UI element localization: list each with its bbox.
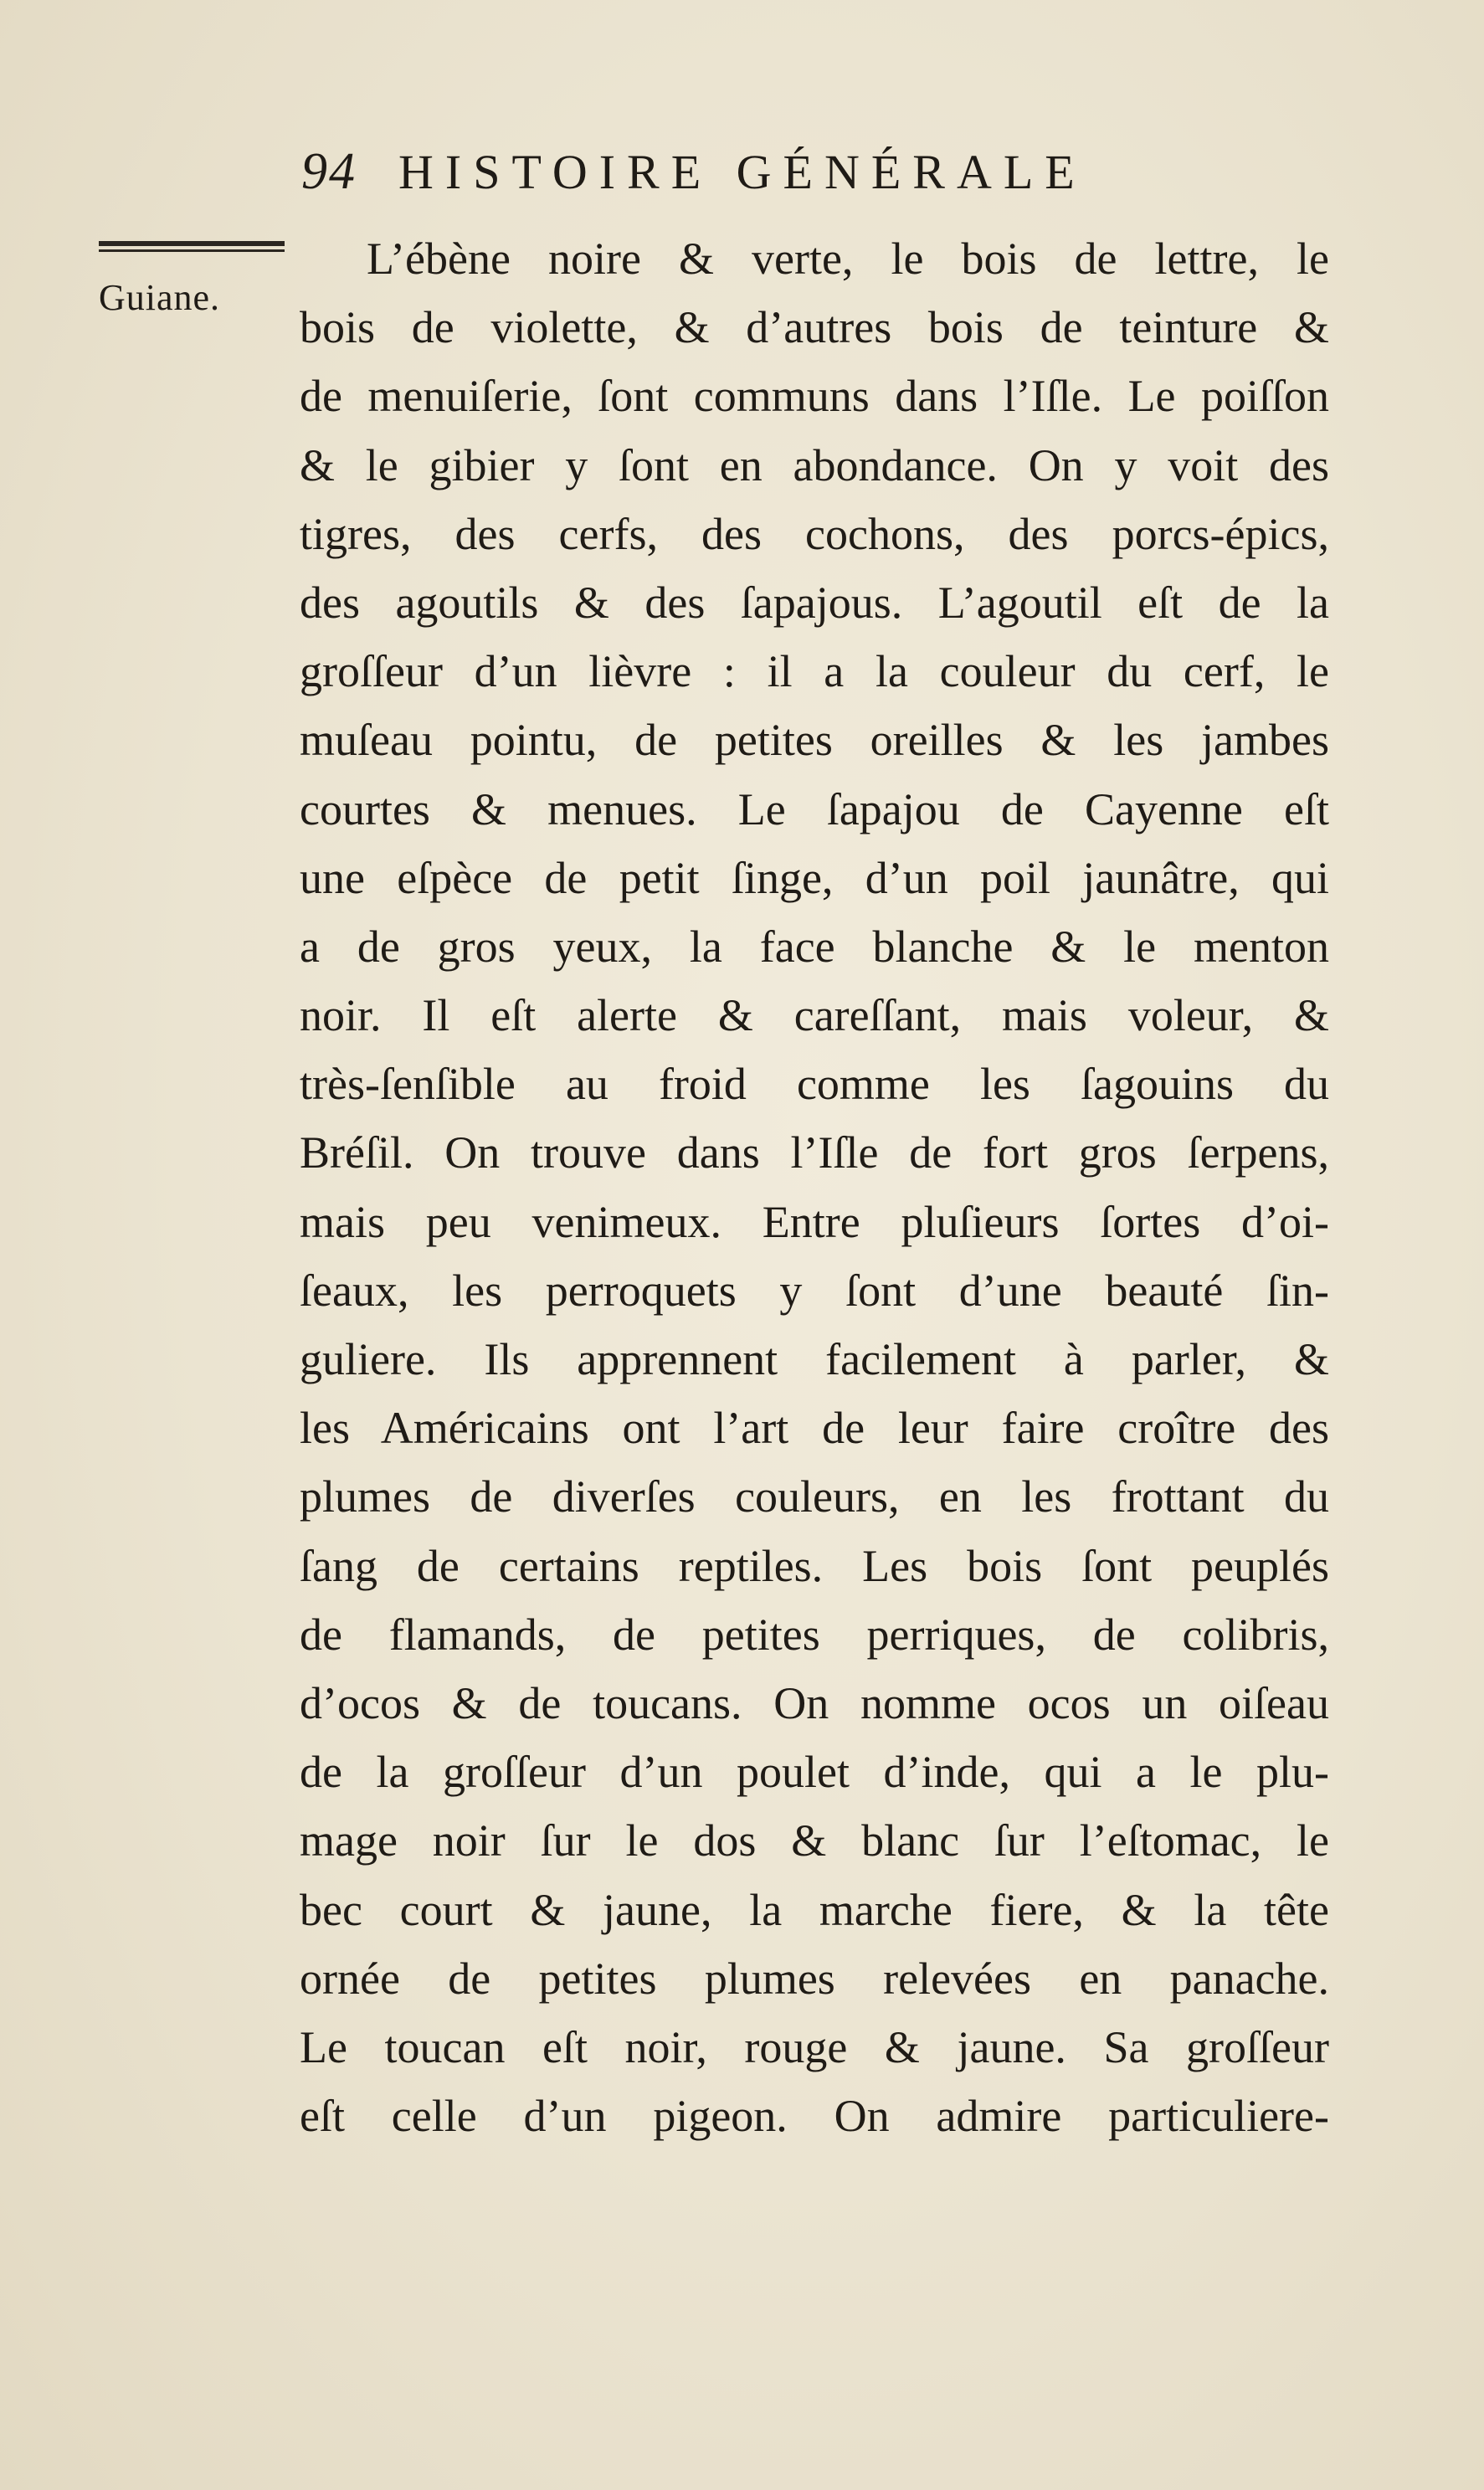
margin-rule (99, 241, 285, 253)
text-line: courtes & menues. Le ſapajou de Cayenne eſt (300, 783, 1329, 834)
text-line: ſang de certains reptiles. Les bois ſont peuplés (300, 1540, 1329, 1591)
margin-rule-thick (99, 241, 285, 246)
text-line: muſeau pointu, de petites oreilles & les jambes (300, 715, 1329, 766)
running-title: HISTOIRE GÉNÉRALE (398, 145, 1086, 199)
text-line: bois de violette, & d’autres bois de teinture & (300, 302, 1329, 353)
text-line: de menuiſerie, ſont communs dans l’Iſle. Le poiſſon (300, 371, 1329, 422)
margin-note: Guiane. (99, 277, 221, 318)
text-line: tigres, des cerfs, des cochons, des porcs-épics, (300, 508, 1329, 559)
text-line: groſſeur d’un lièvre : il a la couleur du cerf, le (300, 646, 1329, 697)
text-line: mais peu venimeux. Entre pluſieurs ſortes d’oi- (300, 1196, 1329, 1247)
margin-rule-thin (99, 249, 285, 252)
text-line: eſt celle d’un pigeon. On admire particuliere- (300, 2091, 1329, 2142)
body-text (300, 224, 1329, 2150)
text-line: L’ébène noire & verte, le bois de lettre, le (367, 234, 1329, 284)
page-number: 94 (301, 143, 357, 200)
text-line: des agoutils & des ſapajous. L’agoutil eſt de la (300, 577, 1329, 628)
text-line: Bréſil. On trouve dans l’Iſle de fort gros ſerpens, (300, 1127, 1329, 1178)
text-line: ſeaux, les perroquets y ſont d’une beauté ſin- (300, 1265, 1329, 1316)
text-line: une eſpèce de petit ſinge, d’un poil jaunâtre, qui (300, 852, 1329, 903)
text-line: très-ſenſible au froid comme les ſagouins du (300, 1059, 1329, 1110)
text-line: mage noir ſur le dos & blanc ſur l’eſtomac, le (300, 1815, 1329, 1866)
text-line: les Américains ont l’art de leur faire croître des (300, 1403, 1329, 1454)
text-line: Le toucan eſt noir, rouge & jaune. Sa groſſeur (300, 2021, 1329, 2072)
text-line: & le gibier y ſont en abondance. On y voit des (300, 439, 1329, 490)
text-line: d’ocos & de toucans. On nomme ocos un oiſeau (300, 1677, 1329, 1728)
text-line: plumes de diverſes couleurs, en les frottant du (300, 1471, 1329, 1522)
running-head (301, 142, 1214, 218)
text-line: bec court & jaune, la marche fiere, & la tête (300, 1884, 1329, 1935)
text-line: de la groſſeur d’un poulet d’inde, qui a le plu- (300, 1747, 1329, 1798)
text-line: a de gros yeux, la face blanche & le menton (300, 921, 1329, 972)
text-line: ornée de petites plumes relevées en panache. (300, 1953, 1329, 2004)
text-line: noir. Il eſt alerte & careſſant, mais voleur, & (300, 990, 1329, 1041)
text-line: guliere. Ils apprennent facilement à parler, & (300, 1334, 1329, 1384)
text-line: de flamands, de petites perriques, de colibris, (300, 1609, 1329, 1660)
